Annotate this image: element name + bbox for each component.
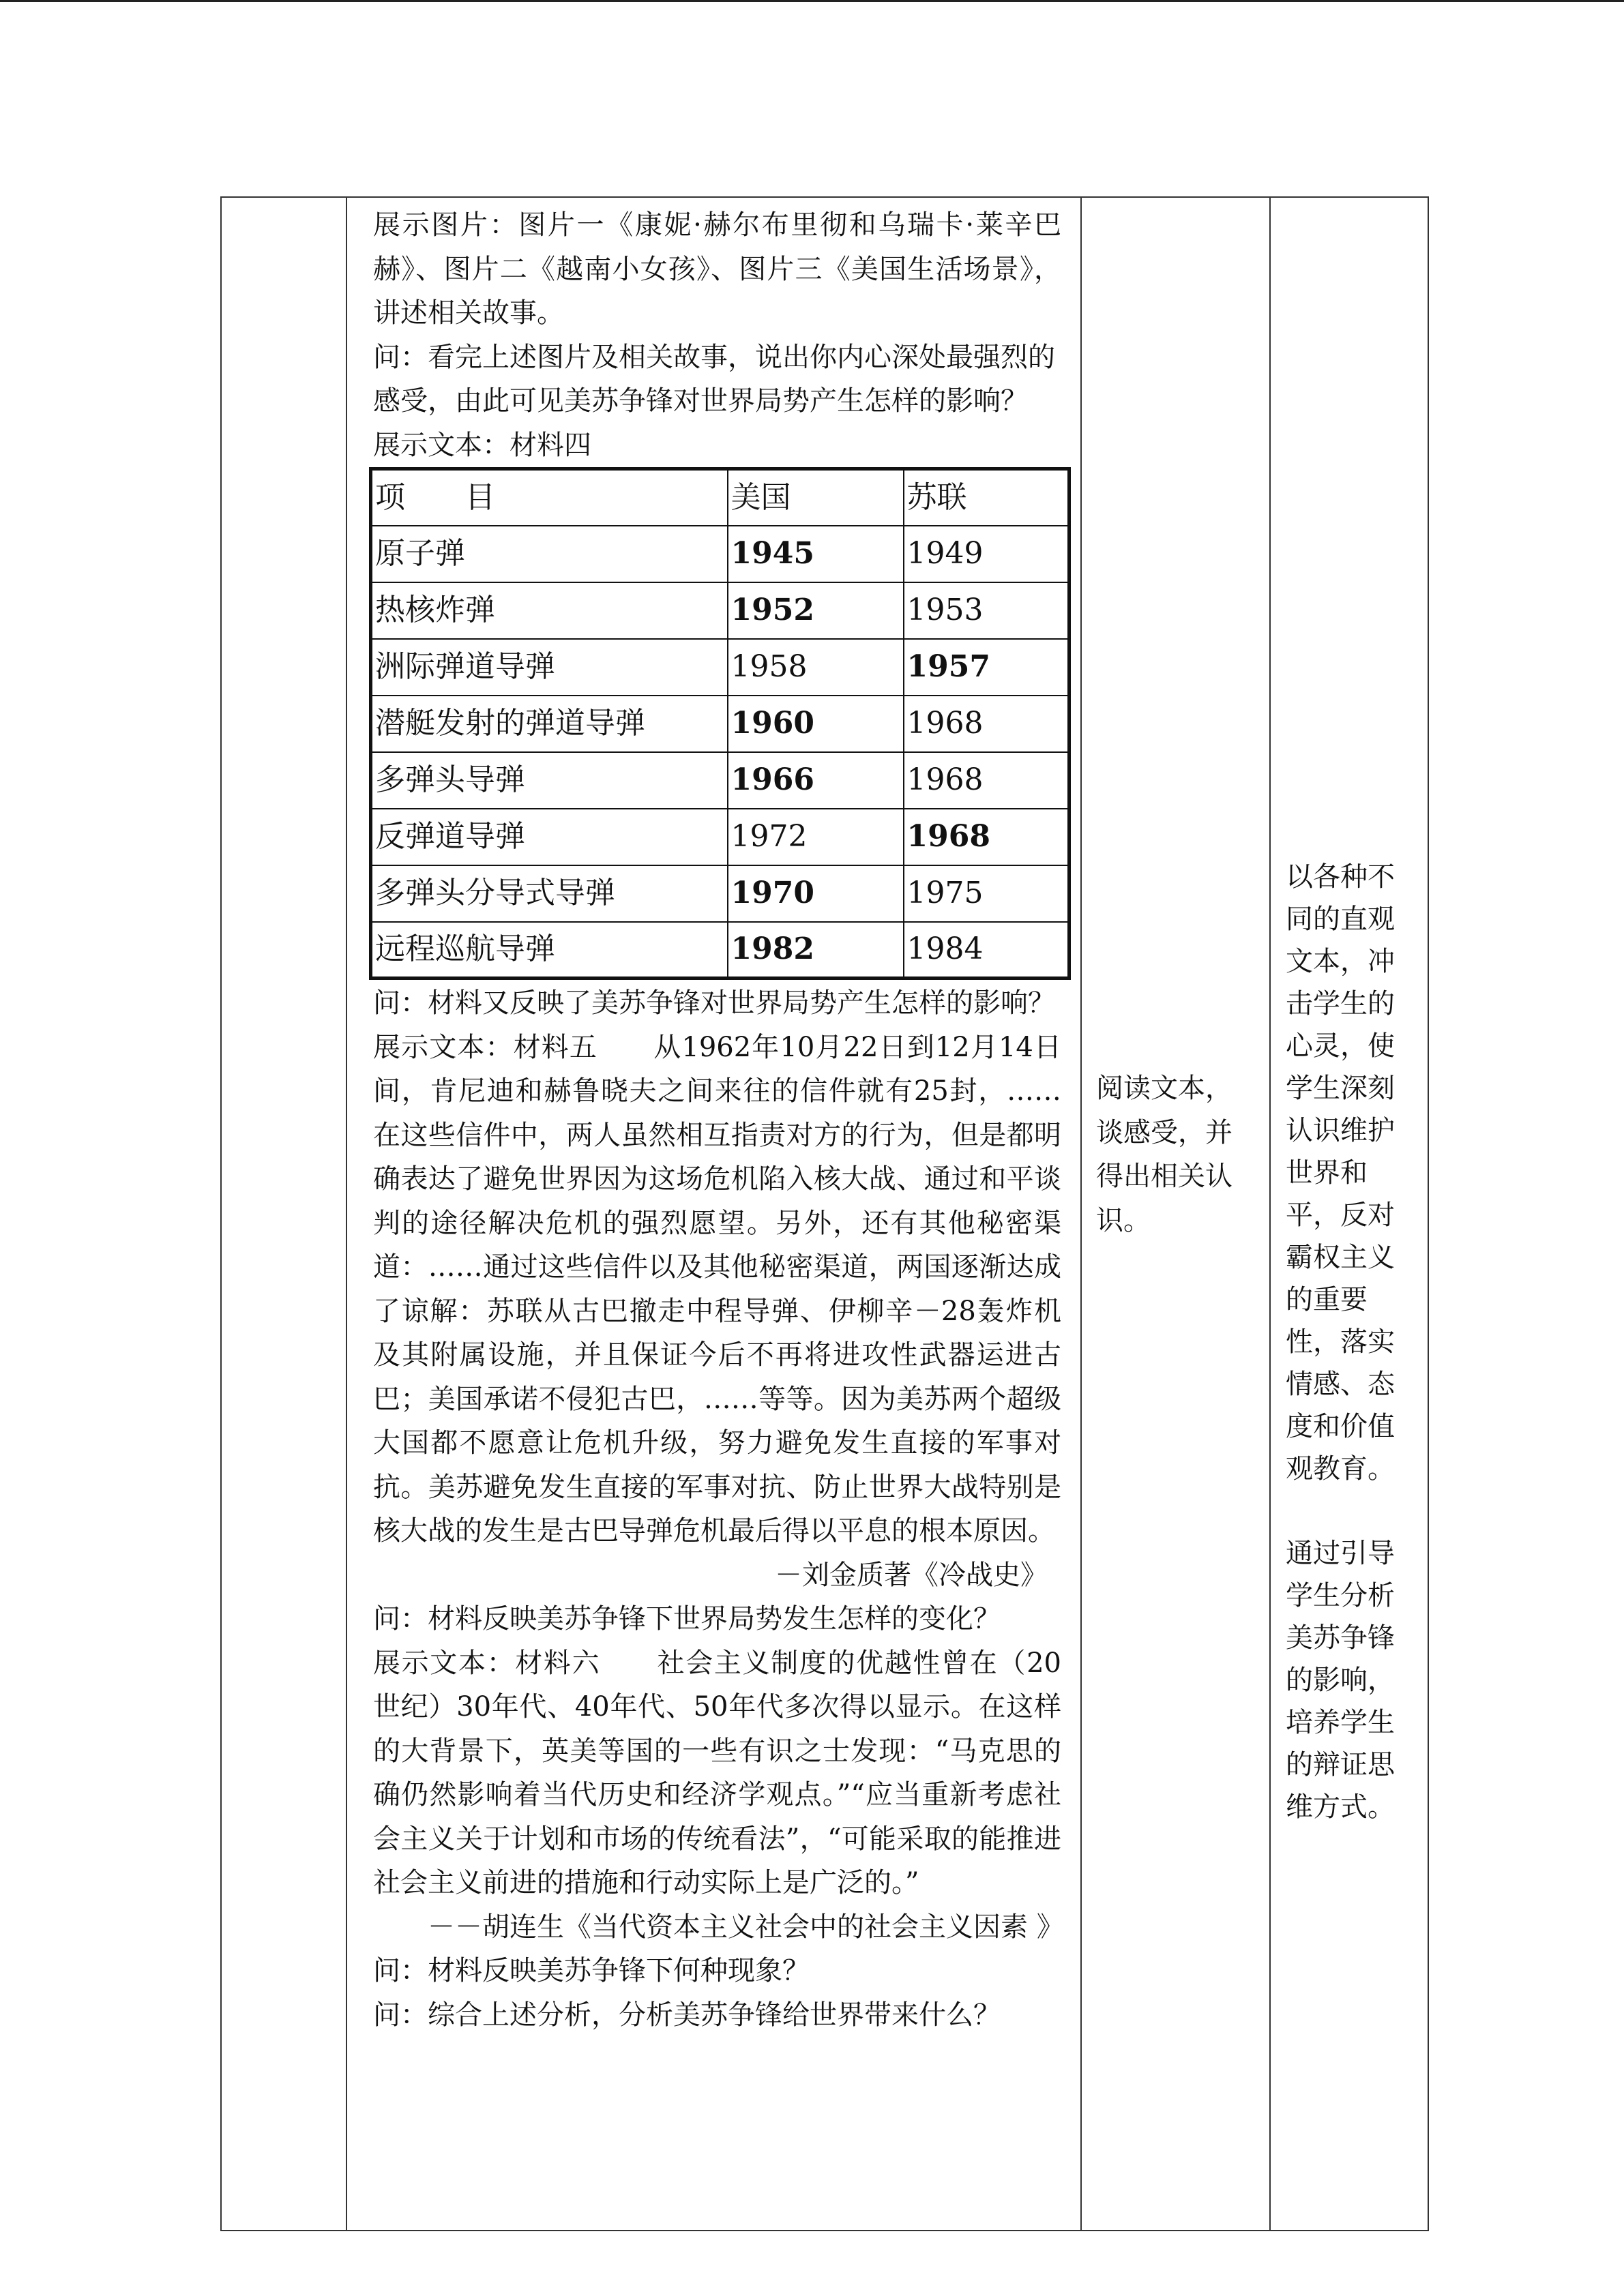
table-row xyxy=(371,526,1069,582)
cell-weapon: 多弹头导弹 xyxy=(371,752,728,809)
column-divider-3 xyxy=(1269,198,1271,2230)
material-4-label: 展示文本：材料四 xyxy=(373,429,591,461)
header-ussr: 苏联 xyxy=(904,469,1069,526)
table-header-row xyxy=(371,469,1069,526)
header-usa: 美国 xyxy=(728,469,904,526)
intro-text: 展示图片：图片一《康妮·赫尔布里彻和乌瑞卡·莱辛巴赫》、图片二《越南小女孩》、图片三《美国生活场景》，讲述相关故事。 xyxy=(373,209,1061,329)
question-4: 问：材料反映美苏争锋下何种现象？ xyxy=(373,1955,810,1986)
question-1: 问：看完上述图片及相关故事，说出你内心深处最强烈的感受，由此可见美苏争锋对世界局势产生怎样的影响？ xyxy=(373,341,1055,417)
column-divider-1 xyxy=(346,198,347,2230)
cell-ussr: 1957 xyxy=(904,639,1069,696)
cell-weapon: 反弹道导弹 xyxy=(371,809,728,865)
question-2: 问：材料又反映了美苏争锋对世界局势产生怎样的影响？ xyxy=(373,987,1055,1019)
cell-ussr: 1968 xyxy=(904,696,1069,752)
design-intent-1: 以各种不同的直观文本，冲击学生的心灵，使学生深刻认识维护世界和平，反对霸权主义的重要性，落实情感、态度和价值观教育。 xyxy=(1286,861,1395,1485)
table-row xyxy=(371,752,1069,809)
table-row xyxy=(371,582,1069,639)
material-6-source: －－胡连生《当代资本主义社会中的社会主义因素 》 xyxy=(428,1911,1064,1943)
cell-usa: 1982 xyxy=(728,922,904,979)
table-row xyxy=(371,865,1069,922)
cell-usa: 1970 xyxy=(728,865,904,922)
design-intent-2: 通过引导学生分析美苏争锋的影响，培养学生的辩证思维方式。 xyxy=(1286,1538,1395,1823)
teacher-activity-cell xyxy=(364,198,1069,2037)
cell-weapon: 多弹头分导式导弹 xyxy=(371,865,728,922)
cell-ussr: 1984 xyxy=(904,922,1069,979)
cell-usa: 1958 xyxy=(728,639,904,696)
lesson-table xyxy=(220,196,1429,2231)
cell-weapon: 潜艇发射的弹道导弹 xyxy=(371,696,728,752)
column-divider-2 xyxy=(1080,198,1082,2230)
cell-usa: 1952 xyxy=(728,582,904,639)
table-row xyxy=(371,809,1069,865)
question-5: 问：综合上述分析，分析美苏争锋给世界带来什么？ xyxy=(373,1999,1001,2031)
table-row xyxy=(371,696,1069,752)
student-activity-cell: 阅读文本，谈感受，并得出相关认识。 xyxy=(1096,1073,1232,1236)
cell-ussr: 1968 xyxy=(904,752,1069,809)
cell-ussr: 1953 xyxy=(904,582,1069,639)
material-5-source: －刘金质著《冷战史》 xyxy=(775,1559,1048,1591)
cell-usa: 1945 xyxy=(728,526,904,582)
weapons-table xyxy=(369,467,1071,980)
material-6-text: 展示文本：材料六 社会主义制度的优越性曾在（20世纪）30年代、40年代、50年代多次得以显示。在这样的大背景下，英美等国的一些有识之士发现：“马克思的确仍然影响着当代历史和经济学观点。”“应当重新考虑社会主义关于计划和市场的传统看法”，“可能采取的能推进社会主义前进的措施和行动实际上是广泛的。” xyxy=(373,1647,1061,1898)
page-top-rule xyxy=(0,0,1624,2)
cell-usa: 1960 xyxy=(728,696,904,752)
cell-weapon: 远程巡航导弹 xyxy=(371,922,728,979)
design-intent-cell xyxy=(1286,856,1408,1828)
cell-weapon: 原子弹 xyxy=(371,526,728,582)
cell-weapon: 洲际弹道导弹 xyxy=(371,639,728,696)
header-item: 项 目 xyxy=(371,469,728,526)
cell-usa: 1972 xyxy=(728,809,904,865)
cell-ussr: 1949 xyxy=(904,526,1069,582)
table-row xyxy=(371,922,1069,979)
cell-usa: 1966 xyxy=(728,752,904,809)
cell-ussr: 1975 xyxy=(904,865,1069,922)
question-3: 问：材料反映美苏争锋下世界局势发生怎样的变化？ xyxy=(373,1603,1001,1635)
table-row xyxy=(371,639,1069,696)
material-5-text: 展示文本：材料五 从1962年10月22日到12月14日间，肯尼迪和赫鲁晓夫之间来往的信件就有25封，……在这些信件中，两人虽然相互指责对方的行为，但是都明确表达了避免世界因为这场危机陷入核大战、通过和平谈判的途径解决危机的强烈愿望。另外，还有其他秘密渠道：……通过这些信件以及其他秘密渠道，两国逐渐达成了谅解：苏联从古巴撤走中程导弹、伊柳辛－28轰炸机及其附属设施，并且保证今后不再将进攻性武器运进古巴；美国承诺不侵犯古巴，……等等。因为美苏两个超级大国都不愿意让危机升级，努力避免发生直接的军事对抗。美苏避免发生直接的军事对抗、防止世界大战特别是核大战的发生是古巴导弹危机最后得以平息的根本原因。 xyxy=(373,1031,1061,1547)
cell-weapon: 热核炸弹 xyxy=(371,582,728,639)
cell-ussr: 1968 xyxy=(904,809,1069,865)
